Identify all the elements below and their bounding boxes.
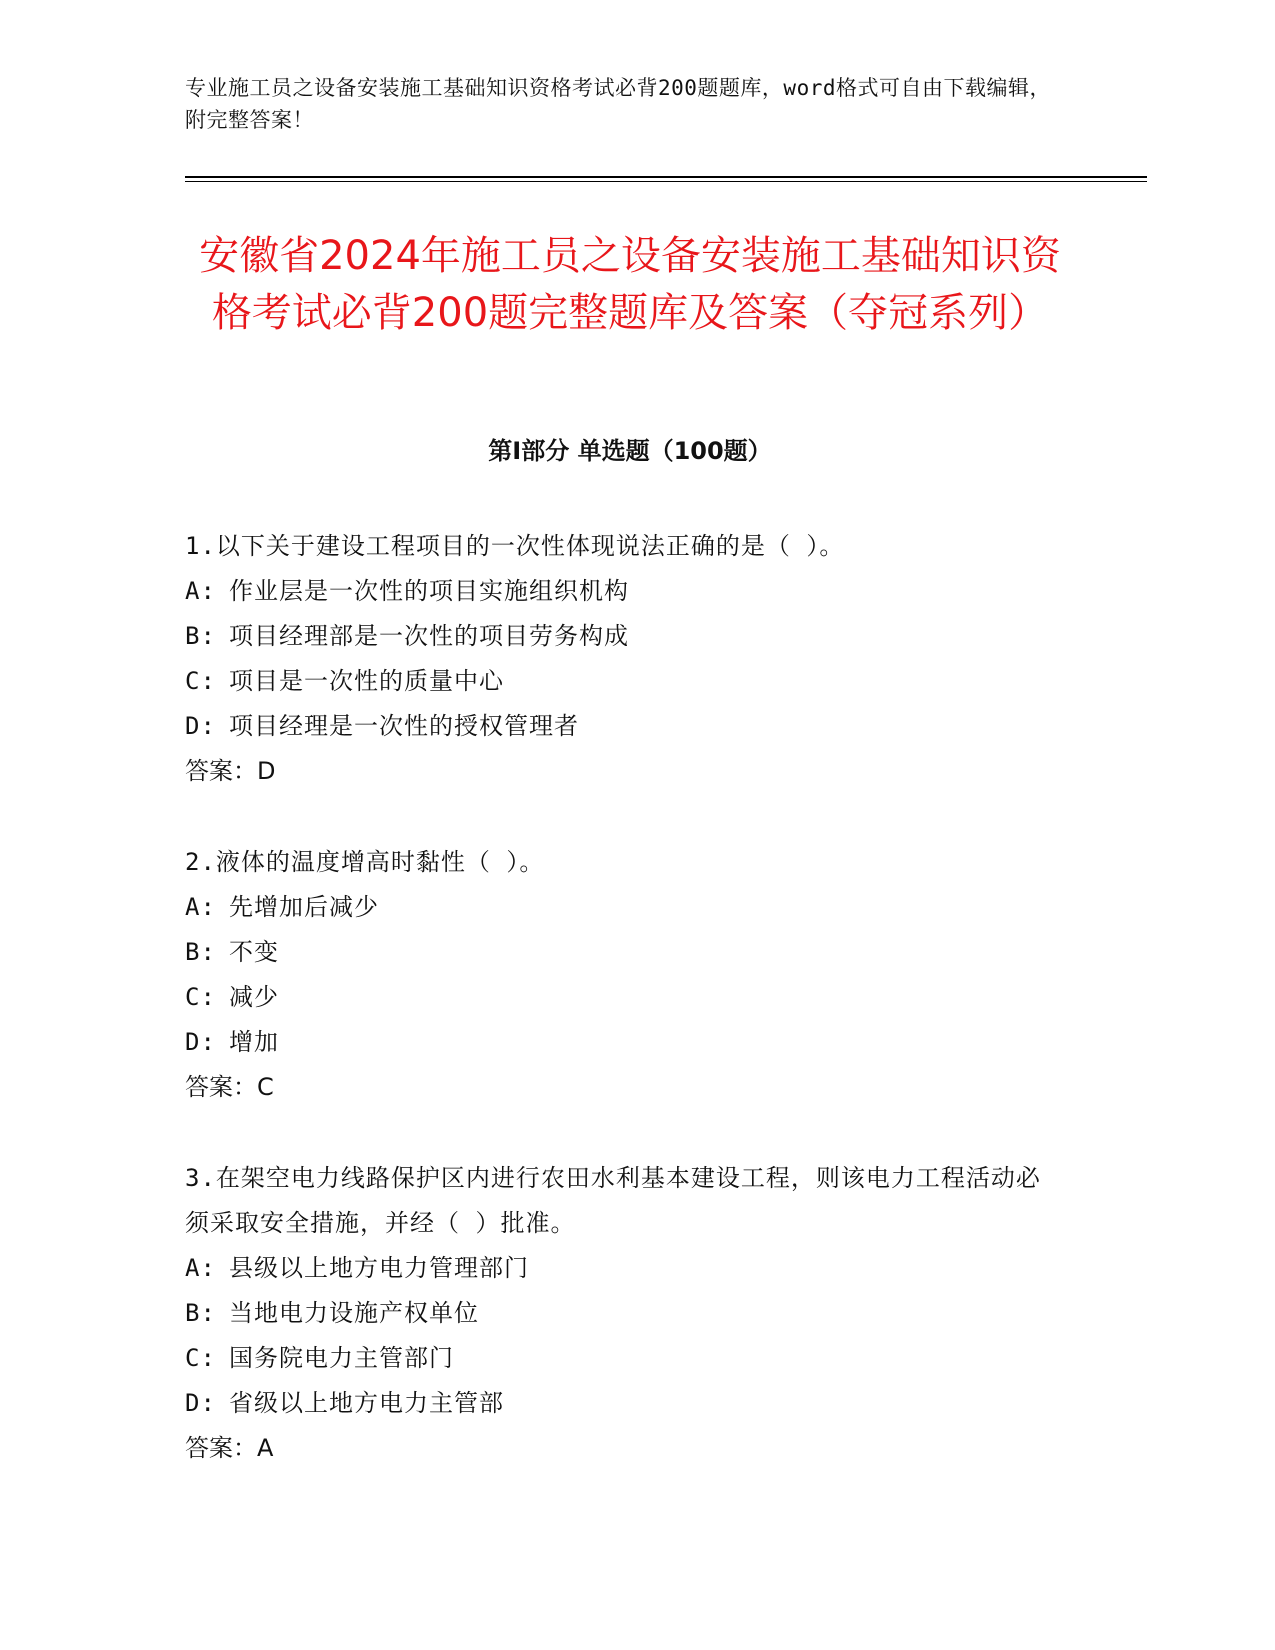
header-note: 专业施工员之设备安装施工基础知识资格考试必背200题题库，word格式可自由下载编辑，附完整答案！ xyxy=(185,76,1051,132)
answer-line: 答案：A xyxy=(185,1434,274,1462)
question-stem: 2.液体的温度增高时黏性（ ）。 xyxy=(185,848,545,876)
option-key: A: xyxy=(185,1254,216,1282)
option-text: 减少 xyxy=(229,983,279,1011)
question-1 xyxy=(185,524,1065,794)
option-key: D: xyxy=(185,1028,216,1056)
option-key: C: xyxy=(185,667,216,695)
option-text: 先增加后减少 xyxy=(229,893,379,921)
option-text: 当地电力设施产权单位 xyxy=(229,1299,479,1327)
question-stem: 3.在架空电力线路保护区内进行农田水利基本建设工程，则该电力工程活动必须采取安全措施，并经（ ）批准。 xyxy=(185,1164,1041,1237)
option-b xyxy=(185,930,1065,975)
answer-line: 答案：C xyxy=(185,1073,274,1101)
option-key: C: xyxy=(185,983,216,1011)
option-a xyxy=(185,885,1065,930)
section-heading: 第Ⅰ部分 单选题（100题） xyxy=(488,437,772,465)
option-key: C: xyxy=(185,1344,216,1372)
option-key: A: xyxy=(185,893,216,921)
option-d xyxy=(185,1381,1065,1426)
question-3 xyxy=(185,1156,1065,1471)
option-key: B: xyxy=(185,622,216,650)
option-b xyxy=(185,614,1065,659)
option-c xyxy=(185,1336,1065,1381)
option-text: 国务院电力主管部门 xyxy=(229,1344,454,1372)
option-a xyxy=(185,569,1065,614)
option-text: 增加 xyxy=(229,1028,279,1056)
option-b xyxy=(185,1291,1065,1336)
option-c xyxy=(185,975,1065,1020)
option-key: B: xyxy=(185,1299,216,1327)
header-rule-thick xyxy=(185,176,1147,178)
header-rule-thin xyxy=(185,181,1147,182)
option-key: D: xyxy=(185,1389,216,1417)
option-d xyxy=(185,1020,1065,1065)
option-a xyxy=(185,1246,1065,1291)
option-text: 项目经理部是一次性的项目劳务构成 xyxy=(229,622,629,650)
option-key: A: xyxy=(185,577,216,605)
option-key: B: xyxy=(185,938,216,966)
answer-line: 答案：D xyxy=(185,757,276,785)
option-text: 项目是一次性的质量中心 xyxy=(229,667,504,695)
question-stem: 1.以下关于建设工程项目的一次性体现说法正确的是（ ）。 xyxy=(185,532,845,560)
option-text: 项目经理是一次性的授权管理者 xyxy=(229,712,579,740)
option-d xyxy=(185,704,1065,749)
option-text: 作业层是一次性的项目实施组织机构 xyxy=(229,577,629,605)
option-text: 县级以上地方电力管理部门 xyxy=(229,1254,529,1282)
question-2 xyxy=(185,840,1065,1110)
option-text: 省级以上地方电力主管部 xyxy=(229,1389,504,1417)
option-key: D: xyxy=(185,712,216,740)
question-list xyxy=(185,524,1065,1517)
document-title: 安徽省2024年施工员之设备安装施工基础知识资格考试必背200题完整题库及答案（夺冠系列） xyxy=(199,233,1061,336)
option-text: 不变 xyxy=(229,938,279,966)
option-c xyxy=(185,659,1065,704)
